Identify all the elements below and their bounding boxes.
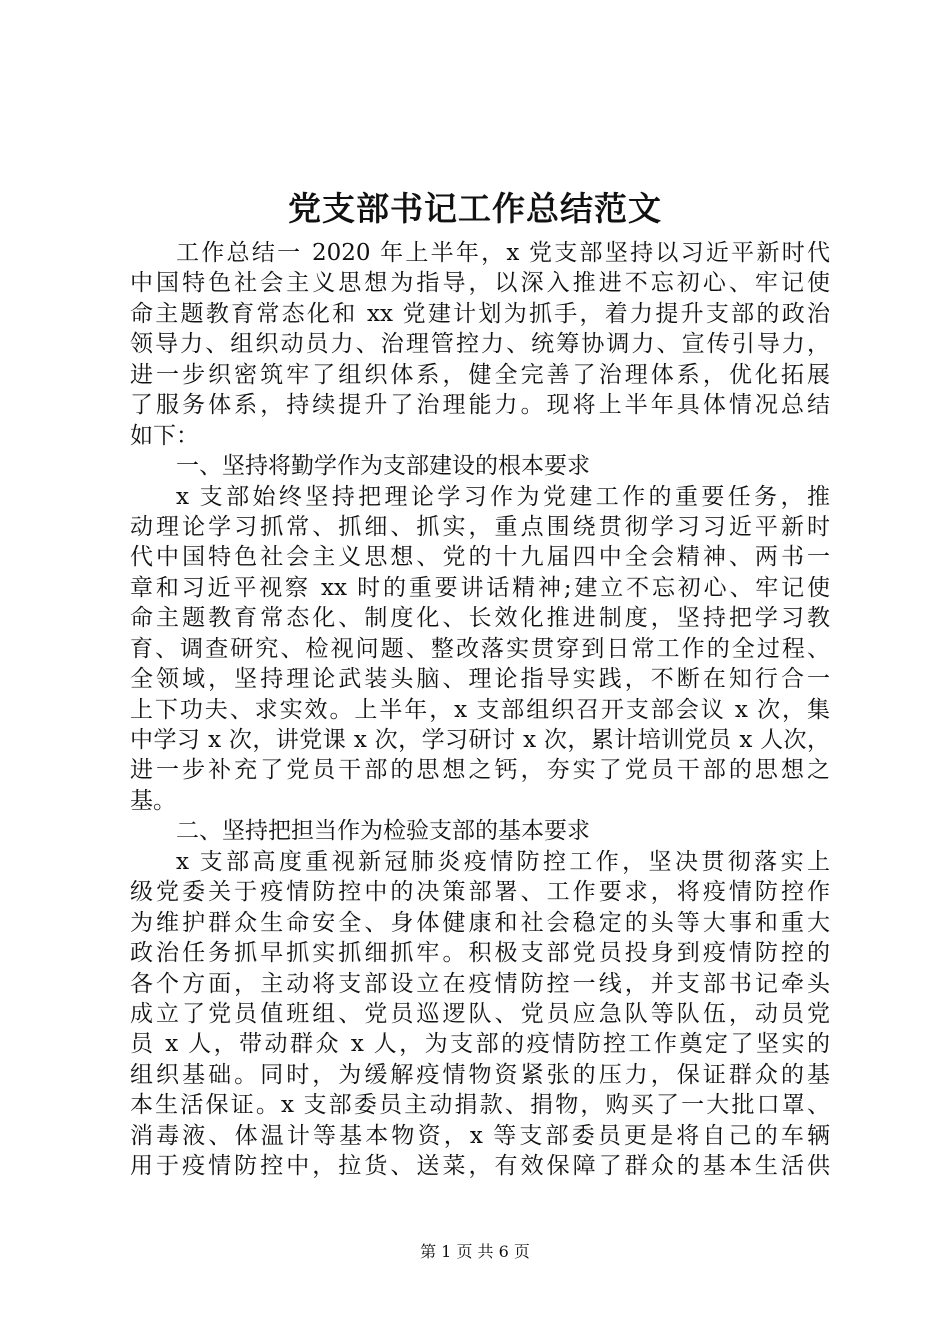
- body-line: 章和习近平视察 xx 时的重要讲话精神;建立不忘初心、牢记使: [130, 574, 830, 601]
- body-line: 消毒液、体温计等基本物资，x 等支部委员更是将自己的车辆: [130, 1122, 830, 1149]
- body-line: 育、调查研究、检视问题、整改落实贯穿到日常工作的全过程、: [130, 635, 830, 662]
- body-line: 组织基础。同时，为缓解疫情物资紧张的压力，保证群众的基: [130, 1061, 830, 1088]
- body-line: 一、坚持将勤学作为支部建设的根本要求: [176, 453, 590, 480]
- document-title: 党支部书记工作总结范文: [288, 189, 662, 228]
- body-line: x 支部高度重视新冠肺炎疫情防控工作，坚决贯彻落实上: [176, 848, 830, 875]
- document-body: [130, 238, 830, 1182]
- body-line: 政治任务抓早抓实抓细抓牢。积极支部党员投身到疫情防控的: [130, 940, 830, 967]
- body-line: 进一步织密筑牢了组织体系，健全完善了治理体系，优化拓展: [130, 361, 830, 388]
- body-line: 为维护群众生命安全、身体健康和社会稳定的头等大事和重大: [130, 909, 830, 936]
- body-line: 成立了党员值班组、党员巡逻队、党员应急队等队伍，动员党: [130, 1000, 830, 1027]
- body-line: 本生活保证。x 支部委员主动捐款、捐物，购买了一大批口罩、: [130, 1092, 830, 1119]
- body-line: 中学习 x 次，讲党课 x 次，学习研讨 x 次，累计培训党员 x 人次，: [130, 727, 830, 753]
- body-line: 中国特色社会主义思想为指导，以深入推进不忘初心、牢记使: [130, 270, 830, 297]
- body-line: 基。: [130, 787, 176, 814]
- body-line: 命主题教育常态化、制度化、长效化推进制度，坚持把学习教: [130, 605, 830, 632]
- body-line: 全领域，坚持理论武装头脑、理论指导实践，不断在知行合一: [130, 666, 830, 693]
- body-line: 员 x 人，带动群众 x 人，为支部的疫情防控工作奠定了坚实的: [130, 1031, 830, 1058]
- body-line: 动理论学习抓常、抓细、抓实，重点围绕贯彻学习习近平新时: [130, 513, 830, 540]
- body-line: 命主题教育常态化和 xx 党建计划为抓手，着力提升支部的政治: [130, 300, 830, 327]
- body-line: 如下：: [130, 422, 199, 449]
- body-line: 二、坚持把担当作为检验支部的基本要求: [176, 818, 590, 845]
- body-line: 上下功夫、求实效。上半年，x 支部组织召开支部会议 x 次，集: [130, 696, 830, 723]
- body-line: 了服务体系，持续提升了治理能力。现将上半年具体情况总结: [130, 392, 830, 419]
- body-line: 代中国特色社会主义思想、党的十九届四中全会精神、两书一: [130, 544, 830, 571]
- body-line: 工作总结一 2020 年上半年，x 党支部坚持以习近平新时代: [176, 240, 830, 266]
- page-footer: 第 1 页 共 6 页: [420, 1242, 530, 1261]
- body-line: 各个方面，主动将支部设立在疫情防控一线，并支部书记牵头: [130, 970, 830, 997]
- body-line: 进一步补充了党员干部的思想之钙，夯实了党员干部的思想之: [130, 757, 830, 784]
- body-line: 领导力、组织动员力、治理管控力、统筹协调力、宣传引导力，: [130, 331, 830, 358]
- body-line: x 支部始终坚持把理论学习作为党建工作的重要任务，推: [176, 483, 830, 510]
- body-line: 用于疫情防控中，拉货、送菜，有效保障了群众的基本生活供: [130, 1153, 830, 1180]
- body-line: 级党委关于疫情防控中的决策部署、工作要求，将疫情防控作: [130, 879, 830, 906]
